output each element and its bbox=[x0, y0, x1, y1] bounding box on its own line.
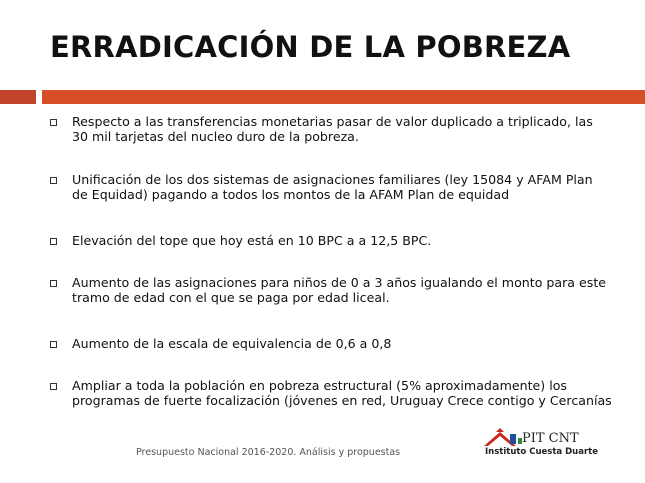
bullet-text: Respecto a las transferencias monetarias pasar de valor duplicado a triplicado, las 30 mil tarjetas del nucleo duro de la pobreza. bbox=[72, 114, 593, 144]
slide-title: ERRADICACIÓN DE LA POBREZA bbox=[50, 30, 571, 64]
square-bullet-icon bbox=[50, 177, 57, 184]
accent-bar-right bbox=[42, 90, 645, 104]
logo-roof-peak bbox=[496, 428, 504, 432]
footer-text: Presupuesto Nacional 2016-2020. Análisis y propuestas bbox=[136, 447, 401, 458]
accent-bar-left bbox=[0, 90, 36, 104]
square-bullet-icon bbox=[50, 280, 57, 287]
square-bullet-icon bbox=[50, 341, 57, 348]
logo-blue-mark bbox=[510, 434, 516, 444]
bullet-text: Unificación de los dos sistemas de asignaciones familiares (ley 15084 y AFAM Plan de Equidad) pagando a todos los montos de la AFAM Plan de equidad bbox=[72, 172, 593, 202]
logo-subtitle: Instituto Cuesta Duarte bbox=[485, 447, 598, 457]
square-bullet-icon bbox=[50, 238, 57, 245]
bullet-text: Ampliar a toda la población en pobreza estructural (5% aproximadamente) los programas de fuerte focalización (jóvenes en red, Uruguay Crece contigo y Cercanías bbox=[72, 378, 612, 408]
bullet-text: Aumento de la escala de equivalencia de 0,6 a 0,8 bbox=[72, 336, 392, 351]
square-bullet-icon bbox=[50, 119, 57, 126]
bullet-text: Elevación del tope que hoy está en 10 BPC a a 12,5 BPC. bbox=[72, 233, 432, 248]
logo-name: PIT CNT bbox=[522, 431, 579, 446]
square-bullet-icon bbox=[50, 383, 57, 390]
bullet-text: Aumento de las asignaciones para niños de 0 a 3 años igualando el monto para este tramo de edad con el que se paga por edad liceal. bbox=[72, 275, 607, 305]
